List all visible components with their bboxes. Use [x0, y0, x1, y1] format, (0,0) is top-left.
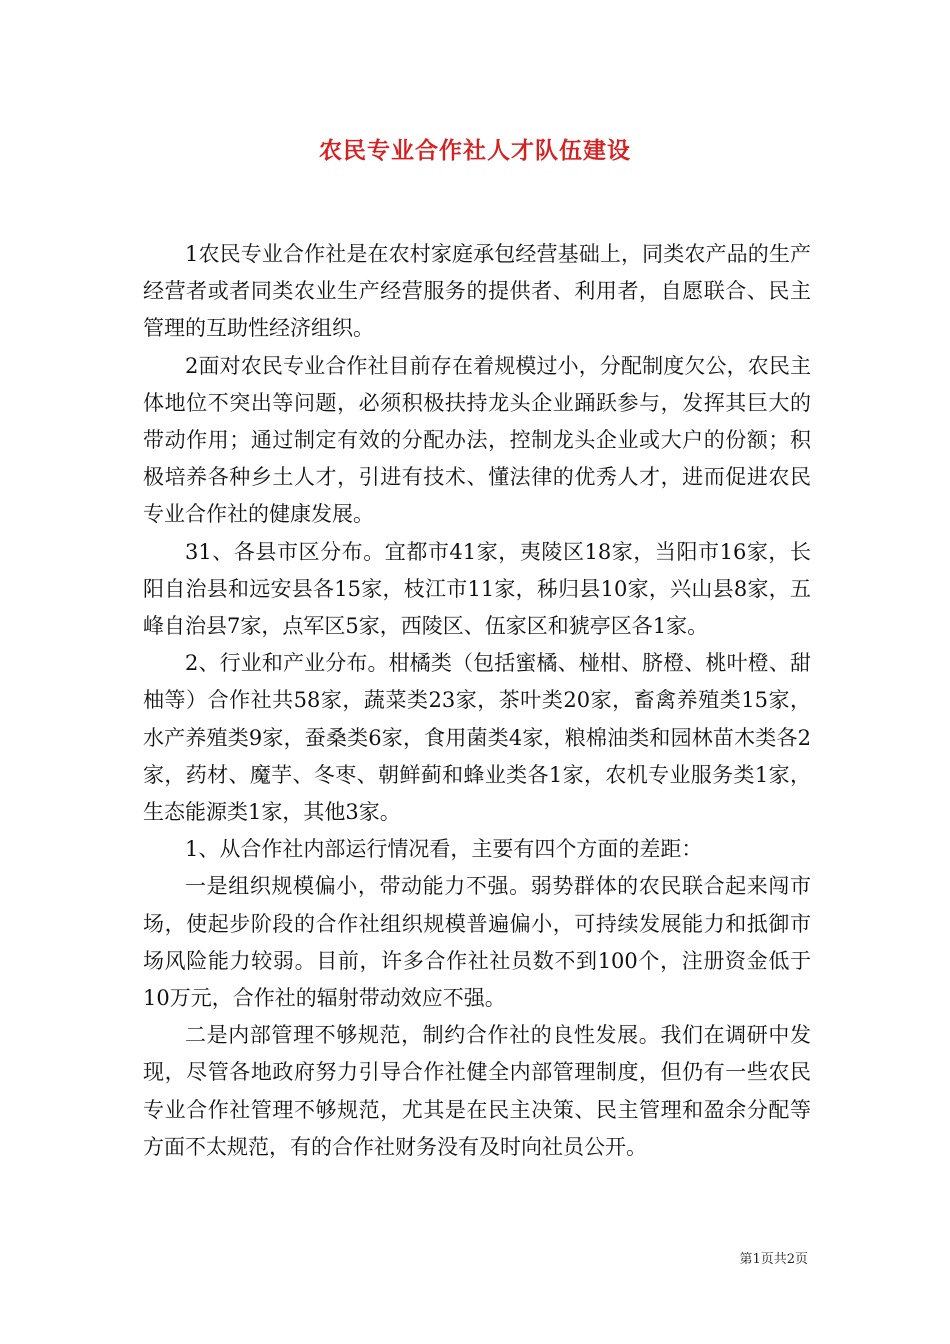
paragraph-4: 2、行业和产业分布。柑橘类（包括蜜橘、椪柑、脐橙、桃叶橙、甜柚等）合作社共58家，蔬菜类23家，茶叶类20家，畜禽养殖类15家，水产养殖类9家，蚕桑类6家，食用菌类4家，粮棉油类和园林苗木类各2家，药材、魔芋、冬枣、朝鲜蓟和蜂业类各1家，农机专业服务类1家，生态能源类1家，其他3家。 — [143, 651, 811, 825]
paragraph-5: 1、从合作社内部运行情况看，主要有四个方面的差距： — [185, 837, 703, 862]
document-body — [143, 236, 811, 1166]
paragraph-1: 1农民专业合作社是在农村家庭承包经营基础上，同类农产品的生产经营者或者同类农业生产经营服务的提供者、利用者，自愿联合、民主管理的互助性经济组织。 — [143, 242, 811, 341]
paragraph-2: 2面对农民专业合作社目前存在着规模过小，分配制度欠公，农民主体地位不突出等问题，必须积极扶持龙头企业踊跃参与，发挥其巨大的带动作用；通过制定有效的分配办法，控制龙头企业或大户的份额；积极培养各种乡土人才，引进有技术、懂法律的优秀人才，进而促进农民专业合作社的健康发展。 — [143, 353, 811, 527]
page-number-footer: 第1页共2页 — [739, 1252, 808, 1267]
paragraph-6: 一是组织规模偏小，带动能力不强。弱势群体的农民联合起来闯市场，使起步阶段的合作社组织规模普遍偏小，可持续发展能力和抵御市场风险能力较弱。目前，许多合作社社员数不到100个，注册资金低于10万元，合作社的辐射带动效应不强。 — [143, 874, 811, 1011]
paragraph-7: 二是内部管理不够规范，制约合作社的良性发展。我们在调研中发现，尽管各地政府努力引导合作社健全内部管理制度，但仍有一些农民专业合作社管理不够规范，尤其是在民主决策、民主管理和盈余分配等方面不太规范，有的合作社财务没有及时向社员公开。 — [143, 1023, 811, 1159]
paragraph-3: 31、各县市区分布。宜都市41家，夷陵区18家，当阳市16家，长阳自治县和远安县各15家，枝江市11家，秭归县10家，兴山县8家，五峰自治县7家，点军区5家，西陵区、伍家区和猇亭区各1家。 — [143, 539, 811, 639]
page-title: 农民专业合作社人才队伍建设 — [319, 137, 631, 164]
